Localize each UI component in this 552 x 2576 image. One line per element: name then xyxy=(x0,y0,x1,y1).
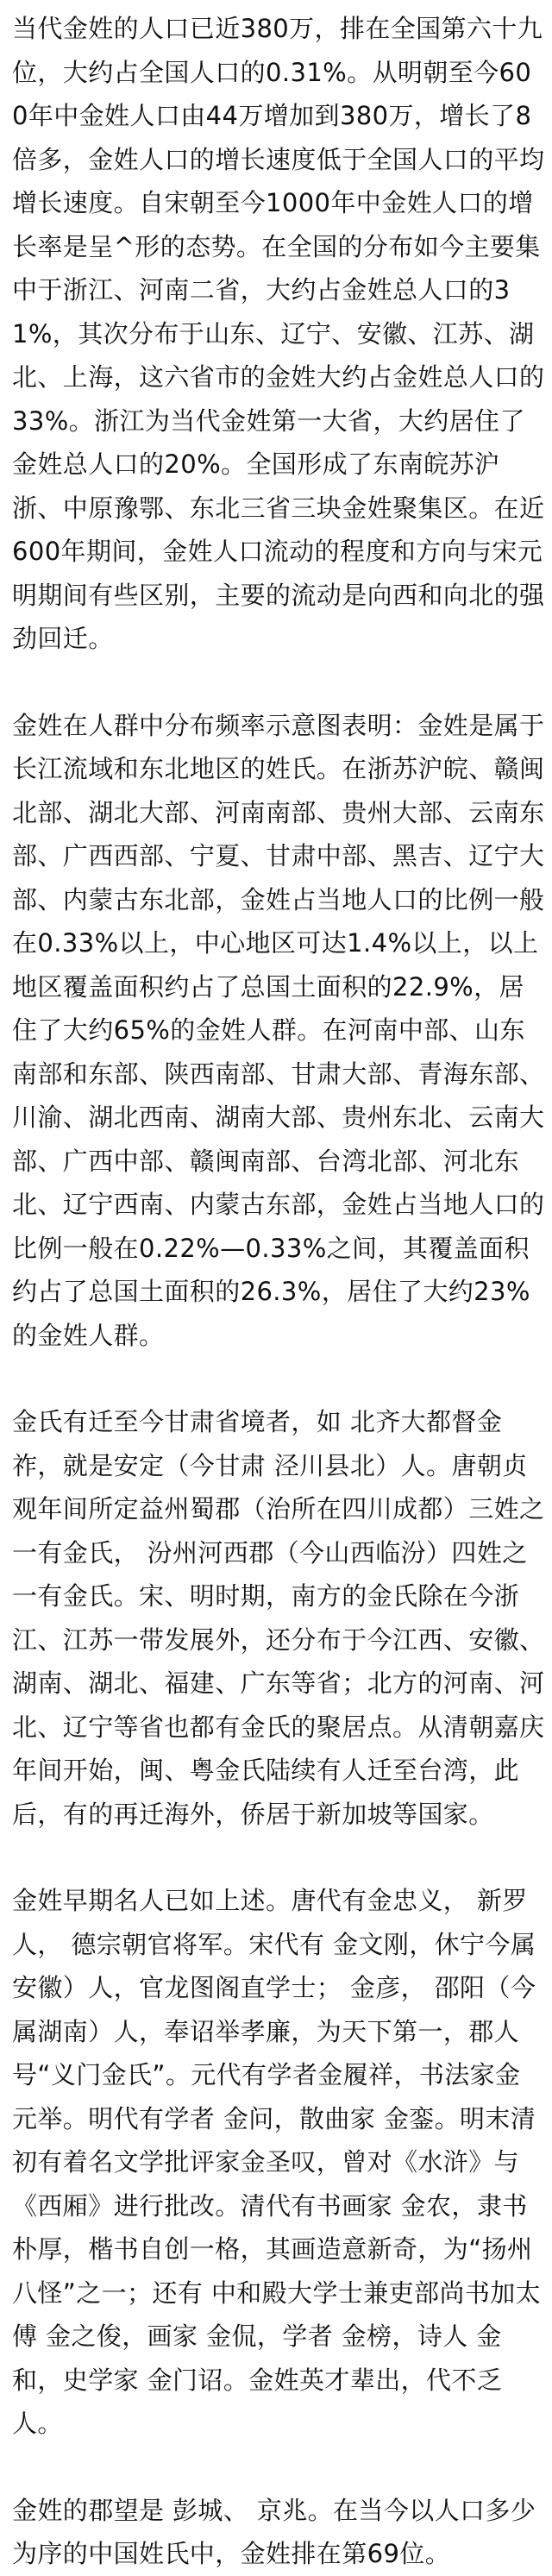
paragraph-ancestral-seat: 金姓的郡望是 彭城、 京兆。在当今以人口多少为序的中国姓氏中，金姓排在第69位。 xyxy=(12,2495,536,2568)
paragraph-gap xyxy=(12,1357,545,1400)
paragraph-famous-people: 金姓早期名人已如上述。唐代有金忠义， 新罗人， 德宗朝官将军。宋代有 金文刚，休宁今属安徽）人，官龙图阁直学士； 金彦， 邵阳（今属湖南）人，奉诏举孝廉，为天下第一，郡人号“义门金氏”。元代有学者金履祥，书法家金元举。明代有学者 金问，散曲家 金銮。明末清初有着名文学批评家金圣叹，曾对《水浒》与《西厢》进行批改。清代有书画家 金农，隶书朴厚，楷书自创一格，其画造意新奇，为“扬州八怪”之一；还有 中和殿大学士兼吏部尚书加太傅 金之俊，画家 金侃，学者 金榜，诗人 金和，史学家 金门诏。金姓英才辈出，代不乏人。 xyxy=(12,1886,542,2438)
paragraph-distribution-frequency: 金姓在人群中分布频率示意图表明：金姓是属于长江流域和东北地区的姓氏。在浙苏沪皖、赣闽北部、湖北大部、河南南部、贵州大部、云南东部、广西西部、宁夏、甘肃中部、黑吉、辽宁大部、内蒙古东北部，金姓占当地人口的比例一般在0.33%以上，中心地区可达1.4%以上，以上地区覆盖面积约占了总国土面积的22.9%，居住了大约65%的金姓人群。在河南中部、山东南部和东部、陕西南部、甘肃大部、青海东部、川渝、湖北西南、湖南大部、贵州东北、云南大部、广西中部、赣闽南部、台湾北部、河北东北、辽宁西南、内蒙古东部，金姓占当地人口的比例一般在0.22%—0.33%之间，其覆盖面积约占了总国土面积的26.3%，居住了大约23%的金姓人群。 xyxy=(12,710,545,1350)
paragraph-gap xyxy=(12,1836,545,1879)
paragraph-population-overview: 当代金姓的人口已近380万，排在全国第六十九位，大约占全国人口的0.31%。从明朝至今600年中金姓人口由44万增加到380万，增长了8倍多，金姓人口的增长速度低于全国人口的平均增长速度。自宋朝至今1000年中金姓人口的增长率是呈^形的态势。在全国的分布如今主要集中于浙江、河南二省，大约占金姓总人口的31%，其次分布于山东、辽宁、安徽、江苏、湖北、上海，这六省市的金姓大约占金姓总人口的33%。浙江为当代金姓第一大省，大约居住了金姓总人口的20%。全国形成了东南皖苏沪浙、中原豫鄂、东北三省三块金姓聚集区。在近600年期间，金姓人口流动的程度和方向与宋元明期间有些区别，主要的流动是向西和向北的强劲回迁。 xyxy=(12,14,545,653)
paragraph-gap xyxy=(12,661,545,704)
paragraph-gap xyxy=(12,2446,545,2489)
paragraph-migration-history: 金氏有迁至今甘肃省境者，如 北齐大都督金祚，就是安定（今甘肃 泾川县北）人。唐朝贞观年间所定益州蜀郡（治所在四川成都）三姓之一有金氏， 汾州河西郡（今山西临汾）四姓之一有金氏。宋、明时期，南方的金氏除在今浙江、江苏一带发展外，还分布于今江西、安徽、湖南、湖北、福建、广东等省；北方的河南、河北、辽宁等省也都有金氏的聚居点。从清朝嘉庆年间开始，闽、粤金氏陆续有人迁至台湾，此后，有的再迁海外，侨居于新加坡等国家。 xyxy=(12,1407,545,1829)
